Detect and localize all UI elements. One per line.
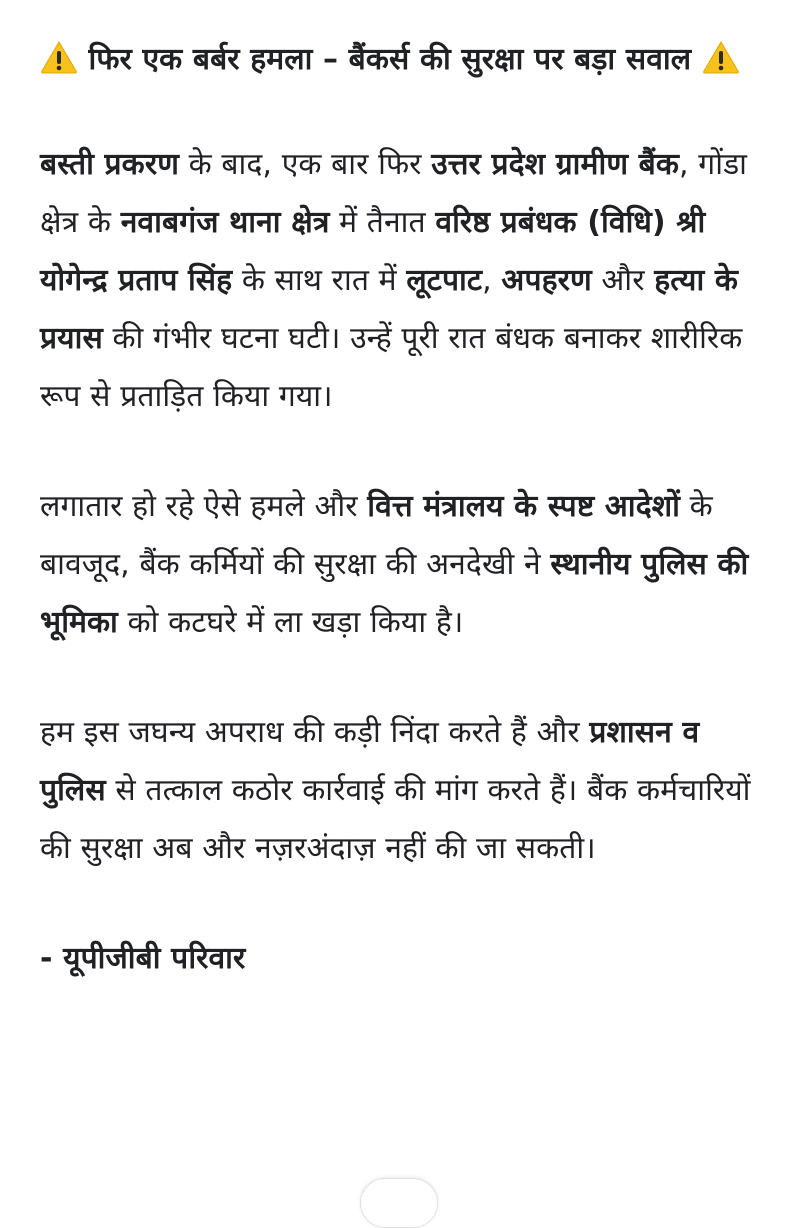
text-segment: में तैनात [329,205,436,240]
text-segment: के बावजूद, बैंक कर्मियों की सुरक्षा की अनदेखी ने [40,489,713,582]
highlight-robbery: लूटपाट [406,263,483,298]
text-segment: के बाद, एक बार फिर [178,147,432,182]
paragraph-incident [40,136,760,426]
highlight-attempted-murder: हत्या के प्रयास [40,263,739,356]
highlight-police-role: स्थानीय पुलिस की भूमिका [40,547,749,640]
scroll-handle[interactable] [360,1178,438,1228]
text-segment: को कटघरे में ला खड़ा किया है। [117,605,464,640]
highlight-officer-name: वरिष्ठ प्रबंधक (विधि) श्री योगेन्द्र प्रताप सिंह [40,205,706,298]
highlight-basti-case: बस्ती प्रकरण [40,147,179,182]
paragraph-demand [40,704,760,878]
post-body [40,36,760,988]
text-segment: की गंभीर घटना घटी। उन्हें पूरी रात बंधक बनाकर शारीरिक रूप से प्रताड़ित किया गया। [40,321,743,414]
warning-icon [40,40,78,74]
text-segment: , [482,263,502,298]
paragraph-context [40,478,760,652]
warning-icon [702,40,740,74]
text-segment: और [591,263,655,298]
post-title-text: फिर एक बर्बर हमला – बैंकर्स की सुरक्षा पर बड़ा सवाल [88,42,692,77]
text-segment: , गोंडा क्षेत्र के [40,147,747,240]
highlight-kidnapping: अपहरण [501,263,592,298]
text-segment: हम इस जघन्य अपराध की कड़ी निंदा करते हैं और [40,715,590,750]
post-title [40,36,760,84]
highlight-administration: प्रशासन व पुलिस [40,715,700,808]
text-segment: लगातार हो रहे ऐसे हमले और [40,489,368,524]
highlight-bank-name: उत्तर प्रदेश ग्रामीण बैंक [431,147,680,182]
text-segment: से तत्काल कठोर कार्रवाई की मांग करते हैं। बैंक कर्मचारियों की सुरक्षा अब और नज़रअंदाज़ नहीं की जा सकती। [40,773,751,866]
highlight-finance-ministry: वित्त मंत्रालय के स्पष्ट आदेशों [367,489,680,524]
highlight-police-area: नवाबगंज थाना क्षेत्र [120,205,330,240]
text-segment: के साथ रात में [232,263,407,298]
signature: - यूपीजीबी परिवार [40,941,246,976]
